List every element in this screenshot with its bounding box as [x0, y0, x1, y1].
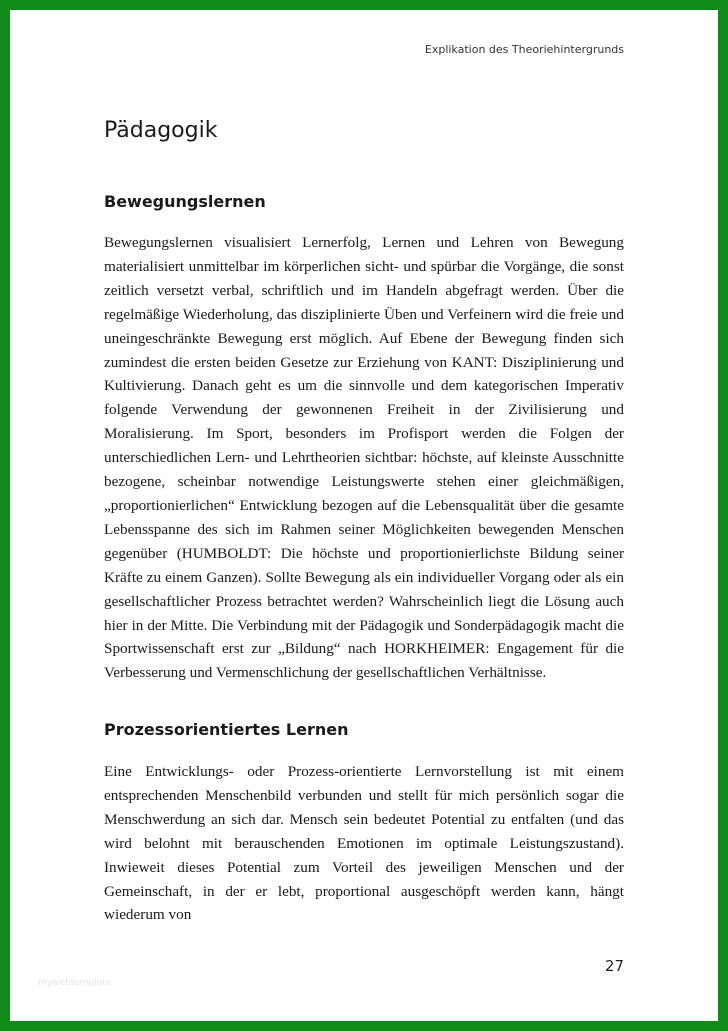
document-page	[10, 10, 718, 1021]
paragraph-prozessorientiertes-lernen: Eine Entwicklungs- oder Prozess-orientierte Lernvorstellung ist mit einem entsprechenden Menschenbild verbunden und stellt für mich persönlich sogar die Menschwerdung an sich dar. Mensch sein bedeutet Potential zu entfalten (und das wird belohnt mit berauschenden Emotionen im optimale Leistungszustand). Inwieweit dieses Potential zum Vorteil des jeweiligen Menschen und der Gemeinschaft, in der er lebt, proportional ausgeschöpft werden kann, hängt wiederum von	[104, 763, 624, 924]
running-head: Explikation des Theoriehintergrunds	[424, 43, 624, 56]
section-heading-bewegungslernen: Bewegungslernen	[104, 192, 266, 211]
section-heading-prozessorientiertes-lernen: Prozessorientiertes Lernen	[104, 720, 349, 739]
page-number: 27	[604, 957, 624, 975]
chapter-title: Pädagogik	[104, 118, 218, 143]
watermark: mywebtemplate	[38, 978, 112, 988]
paragraph-bewegungslernen: Bewegungslernen visualisiert Lernerfolg, Lernen und Lehren von Bewegung materialisiert unmittelbar im körperlichen sicht- und spürbar die Vorgänge, die sonst zeitlich versetzt verbal, schriftlich und im Handeln abgefragt werden. Über die regelmäßige Wiederholung, das disziplinierte Üben und Verfeinern wird die freie und uneingeschränkte Bewegung erst möglich. Auf Ebene der Bewegung finden sich zumindest die ersten beiden Gesetze zur Erziehung von KANT: Disziplinierung und Kultivierung. Danach geht es um die sinnvolle und dem kategorischen Imperativ folgende Verwendung der gewonnenen Freiheit in der Zivilisierung und Moralisierung. Im Sport, besonders im Profisport werden die Folgen der unterschiedlichen Lern- und Lehrtheorien sichtbar: höchste, auf kleinste Ausschnitte bezogene, scheinbar notwendige Leistungswerte stehen einer gleichmäßigen, „proportionierlichen“ Entwicklung bezogen auf die Lebensqualität über die gesamte Lebensspanne des sich im Rahmen seiner Möglichkeiten bewegenden Menschen gegenüber (HUMBOLDT: Die höchste und proportionierlichste Bildung seiner Kräfte zu einem Ganzen). Sollte Bewegung als ein individueller Vorgang oder als ein gesellschaftlicher Prozess betrachtet werden? Wahrscheinlich liegt die Lösung auch hier in der Mitte. Die Verbindung mit der Pädagogik und Sonderpädagogik macht die Sportwissenschaft erst zur „Bildung“ nach HORKHEIMER: Engagement für die Verbesserung und Vermenschlichung der gesellschaftlichen Verhältnisse.	[104, 234, 624, 682]
